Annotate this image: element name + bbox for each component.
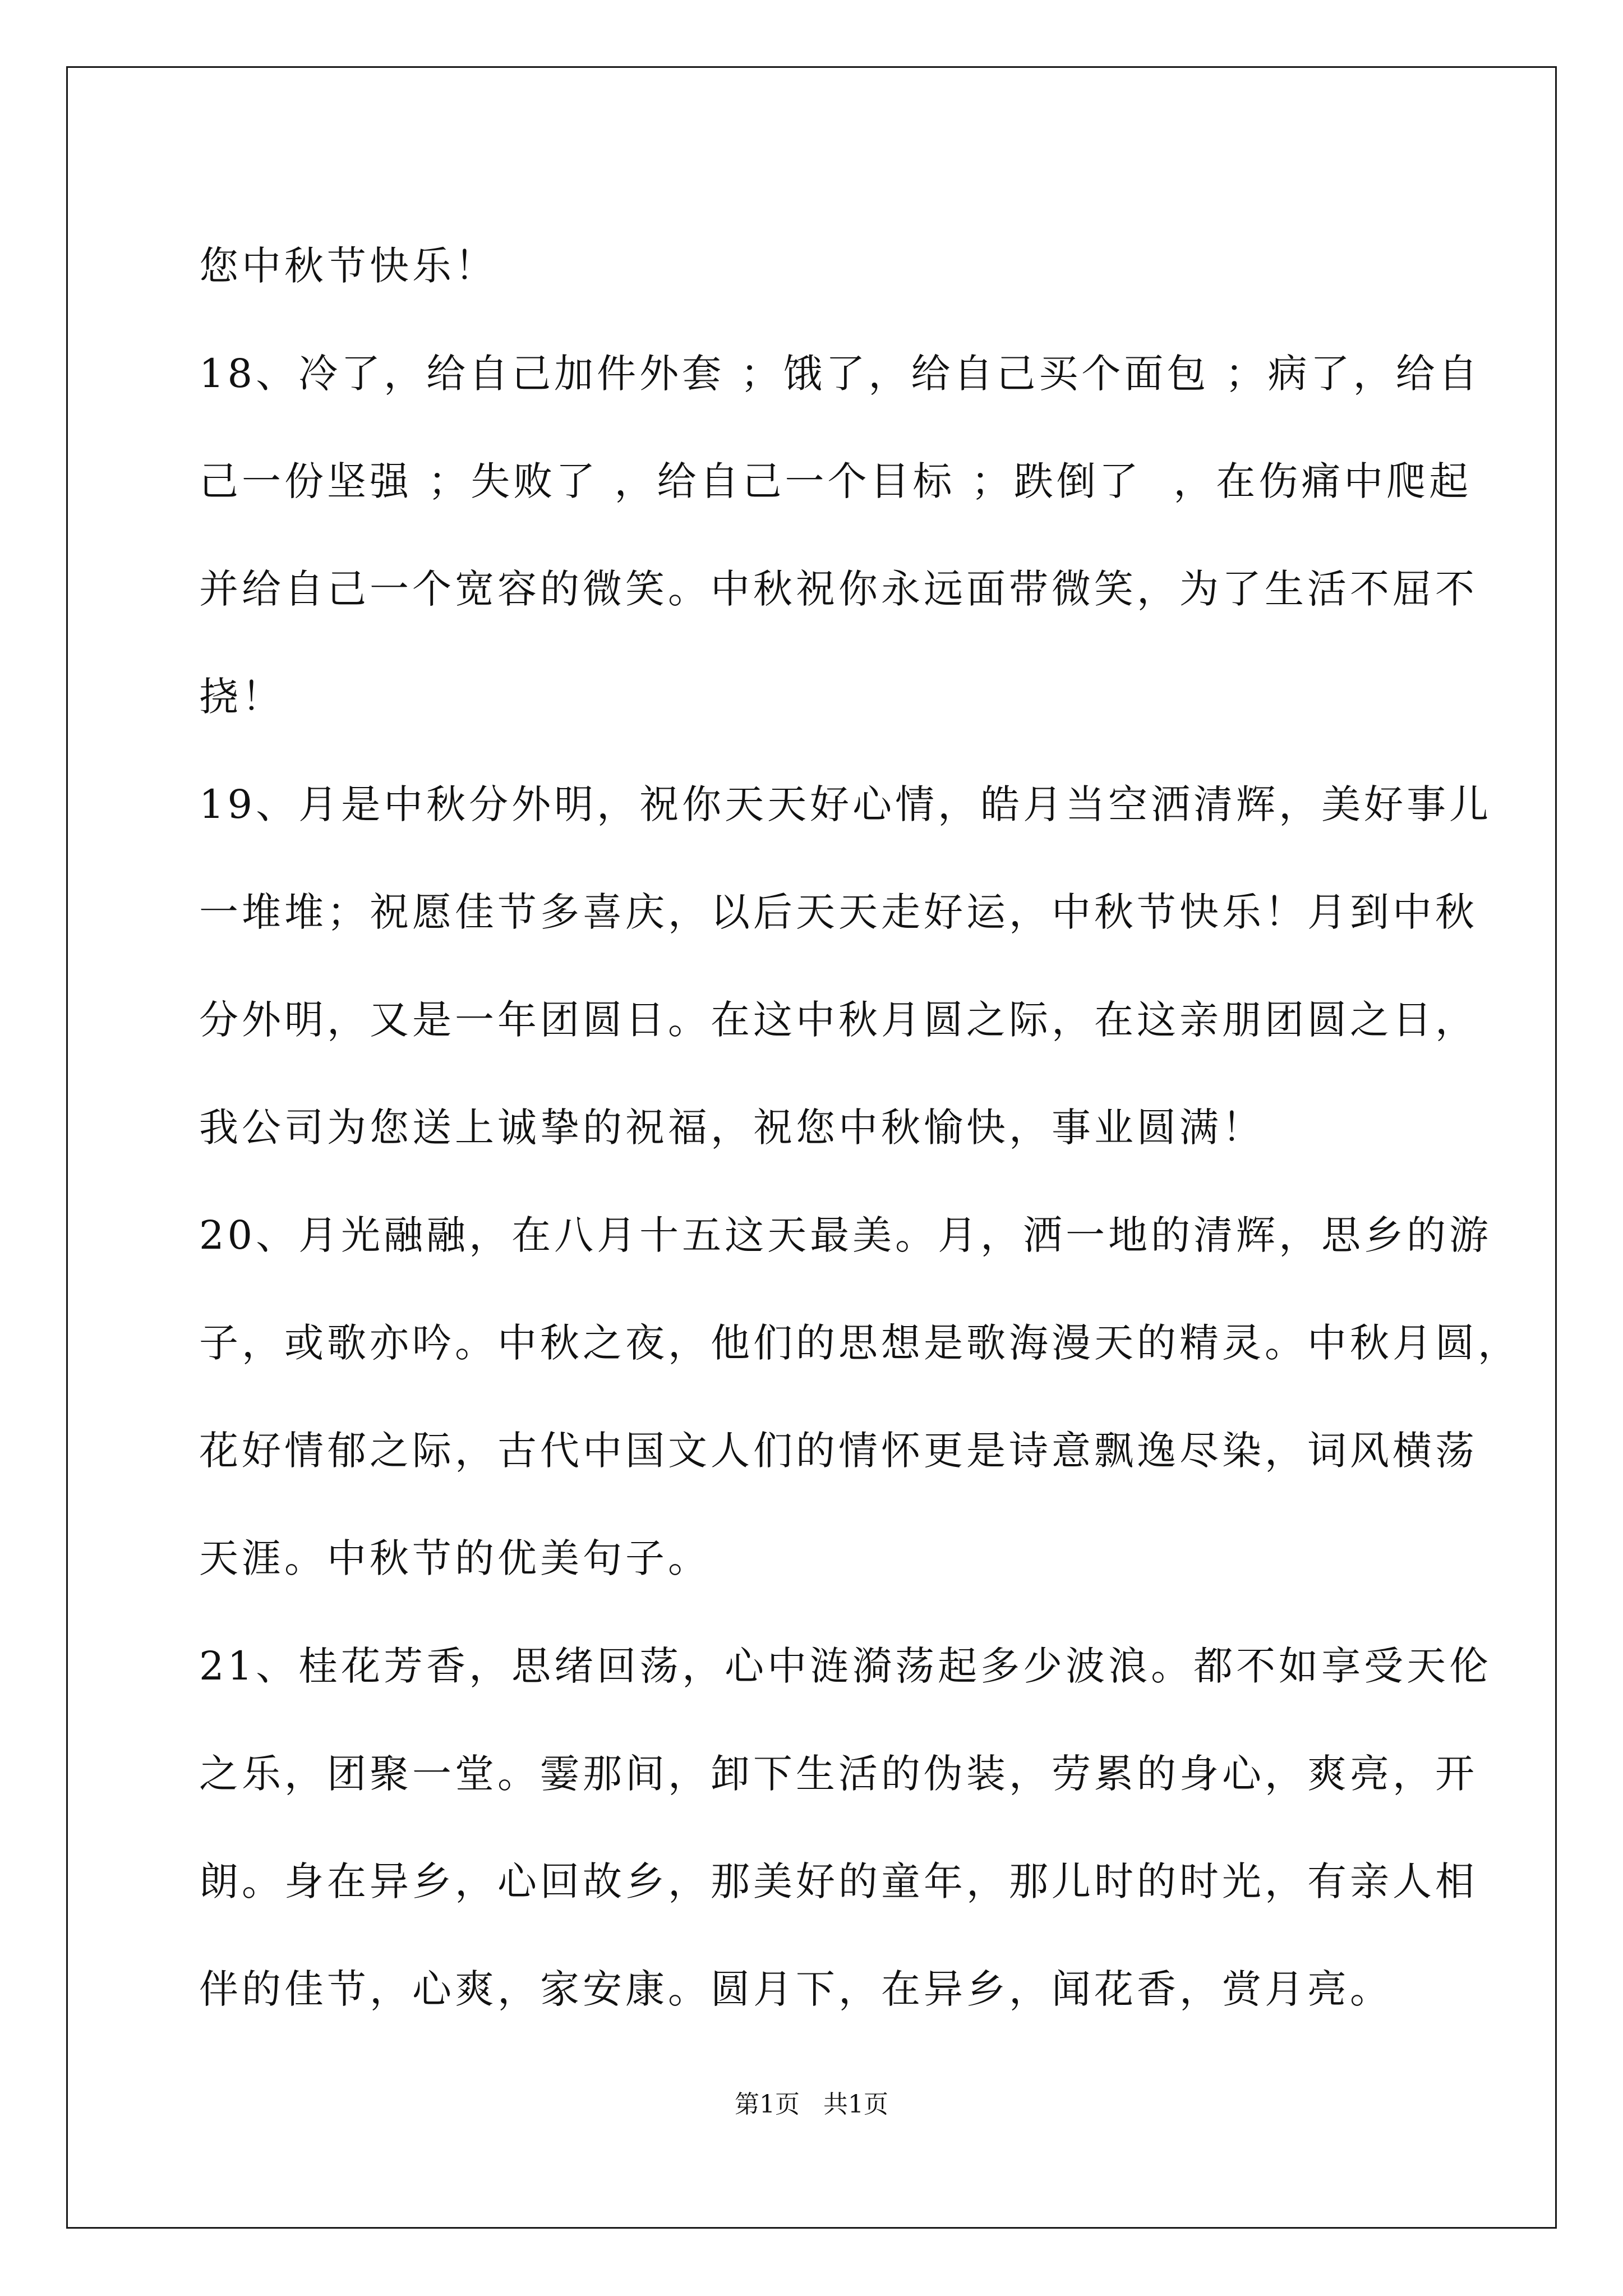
text-line: 之乐，团聚一堂。霎那间，卸下生活的伪装，劳累的身心，爽亮，开 <box>199 1751 1478 1797</box>
text-line: 20、月光融融，在八月十五这天最美。月，洒一地的清辉，思乡的游 <box>199 1212 1492 1258</box>
text-line: 子，或歌亦吟。中秋之夜，他们的思想是歌海漫天的精灵。中秋月圆， <box>199 1320 1520 1366</box>
document-body <box>199 212 1520 2043</box>
text-line: 21、桂花芳香，思绪回荡，心中涟漪荡起多少波浪。都不如享受天伦 <box>199 1643 1492 1689</box>
text-line: 挠！ <box>199 674 284 720</box>
page-number-footer: 第1页 共1页 <box>735 2090 888 2119</box>
text-line: 19、月是中秋分外明，祝你天天好心情，皓月当空洒清辉，美好事儿 <box>199 781 1492 827</box>
text-line: 伴的佳节，心爽，家安康。圆月下，在异乡，闻花香，赏月亮。 <box>199 1966 1393 2012</box>
text-line: 18、冷了，给自己加件外套 ；饿了，给自己买个面包 ；病了，给自 <box>199 351 1481 397</box>
text-line: 我公司为您送上诚挚的祝福，祝您中秋愉快，事业圆满！ <box>199 1105 1265 1151</box>
text-line: 并给自己一个宽容的微笑。中秋祝你永远面带微笑，为了生活不屈不 <box>199 566 1478 612</box>
text-line: 天涯。中秋节的优美句子。 <box>199 1535 711 1581</box>
text-line: 朗。身在异乡，心回故乡，那美好的童年，那儿时的时光，有亲人相 <box>199 1858 1478 1904</box>
text-line: 您中秋节快乐！ <box>199 243 497 289</box>
text-line: 花好情郁之际，古代中国文人们的情怀更是诗意飘逸尽染，词风横荡 <box>199 1428 1478 1474</box>
text-line: 己一份坚强 ；失败了 ，给自己一个目标 ；跌倒了 ，在伤痛中爬起 <box>199 458 1472 504</box>
text-line: 一堆堆；祝愿佳节多喜庆，以后天天走好运，中秋节快乐！月到中秋 <box>199 889 1478 935</box>
text-line: 分外明，又是一年团圆日。在这中秋月圆之际，在这亲朋团圆之日， <box>199 997 1478 1043</box>
